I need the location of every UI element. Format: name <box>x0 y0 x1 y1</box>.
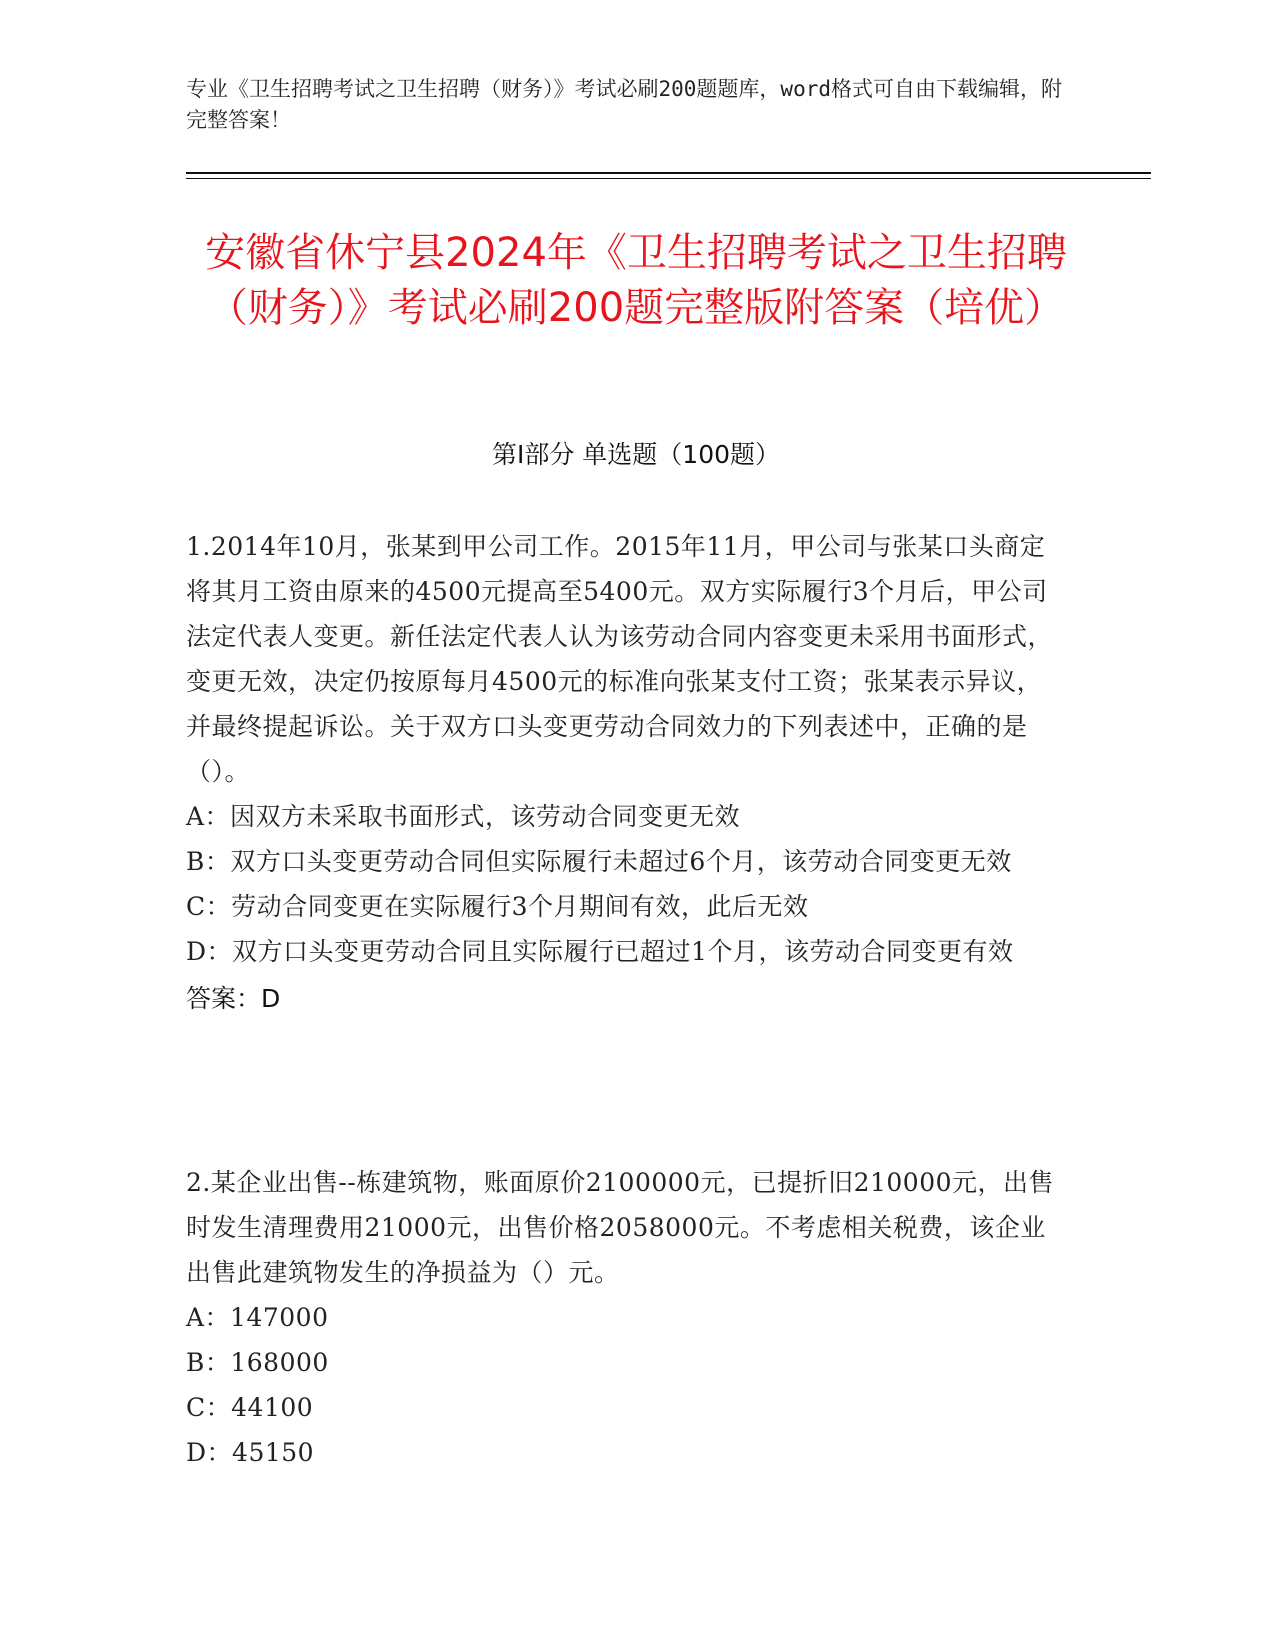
answer-line: 答案：D <box>186 984 281 1013</box>
option-d: D：双方口头变更劳动合同且实际履行已超过1个月，该劳动合同变更有效 <box>186 937 1014 966</box>
document-title: 安徽省休宁县2024年《卫生招聘考试之卫生招聘（财务）》考试必刷200题完整版附答案（培优） <box>205 230 1067 331</box>
option-a: A：147000 <box>186 1303 329 1332</box>
question-2 <box>186 1160 1066 1475</box>
header-divider-thick <box>186 172 1151 174</box>
question-stem: 1.2014年10月，张某到甲公司工作。2015年11月，甲公司与张某口头商定将其月工资由原来的4500元提高至5400元。双方实际履行3个月后，甲公司法定代表人变更。新任法定代表人认为该劳动合同内容变更未采用书面形式，变更无效，决定仍按原每月4500元的标准向张某支付工资；张某表示异议，并最终提起诉讼。关于双方口头变更劳动合同效力的下列表述中，正确的是（）。 <box>186 532 1054 786</box>
option-a: A：因双方未采取书面形式，该劳动合同变更无效 <box>186 802 741 831</box>
option-d: D：45150 <box>186 1438 315 1467</box>
option-b: B：双方口头变更劳动合同但实际履行未超过6个月，该劳动合同变更无效 <box>186 847 1012 876</box>
section-heading: 第I部分 单选题（100题） <box>491 440 781 469</box>
header-note: 专业《卫生招聘考试之卫生招聘（财务）》考试必刷200题题库，word格式可自由下载编辑，附完整答案！ <box>186 77 1062 132</box>
header-divider-thin <box>186 178 1151 179</box>
option-c: C：44100 <box>186 1393 314 1422</box>
question-stem: 2.某企业出售--栋建筑物，账面原价2100000元，已提折旧210000元，出售时发生清理费用21000元，出售价格2058000元。不考虑相关税费，该企业出售此建筑物发生的净损益为（）元。 <box>186 1168 1055 1287</box>
option-c: C：劳动合同变更在实际履行3个月期间有效，此后无效 <box>186 892 809 921</box>
option-b: B：168000 <box>186 1348 329 1377</box>
question-1 <box>186 524 1066 1021</box>
